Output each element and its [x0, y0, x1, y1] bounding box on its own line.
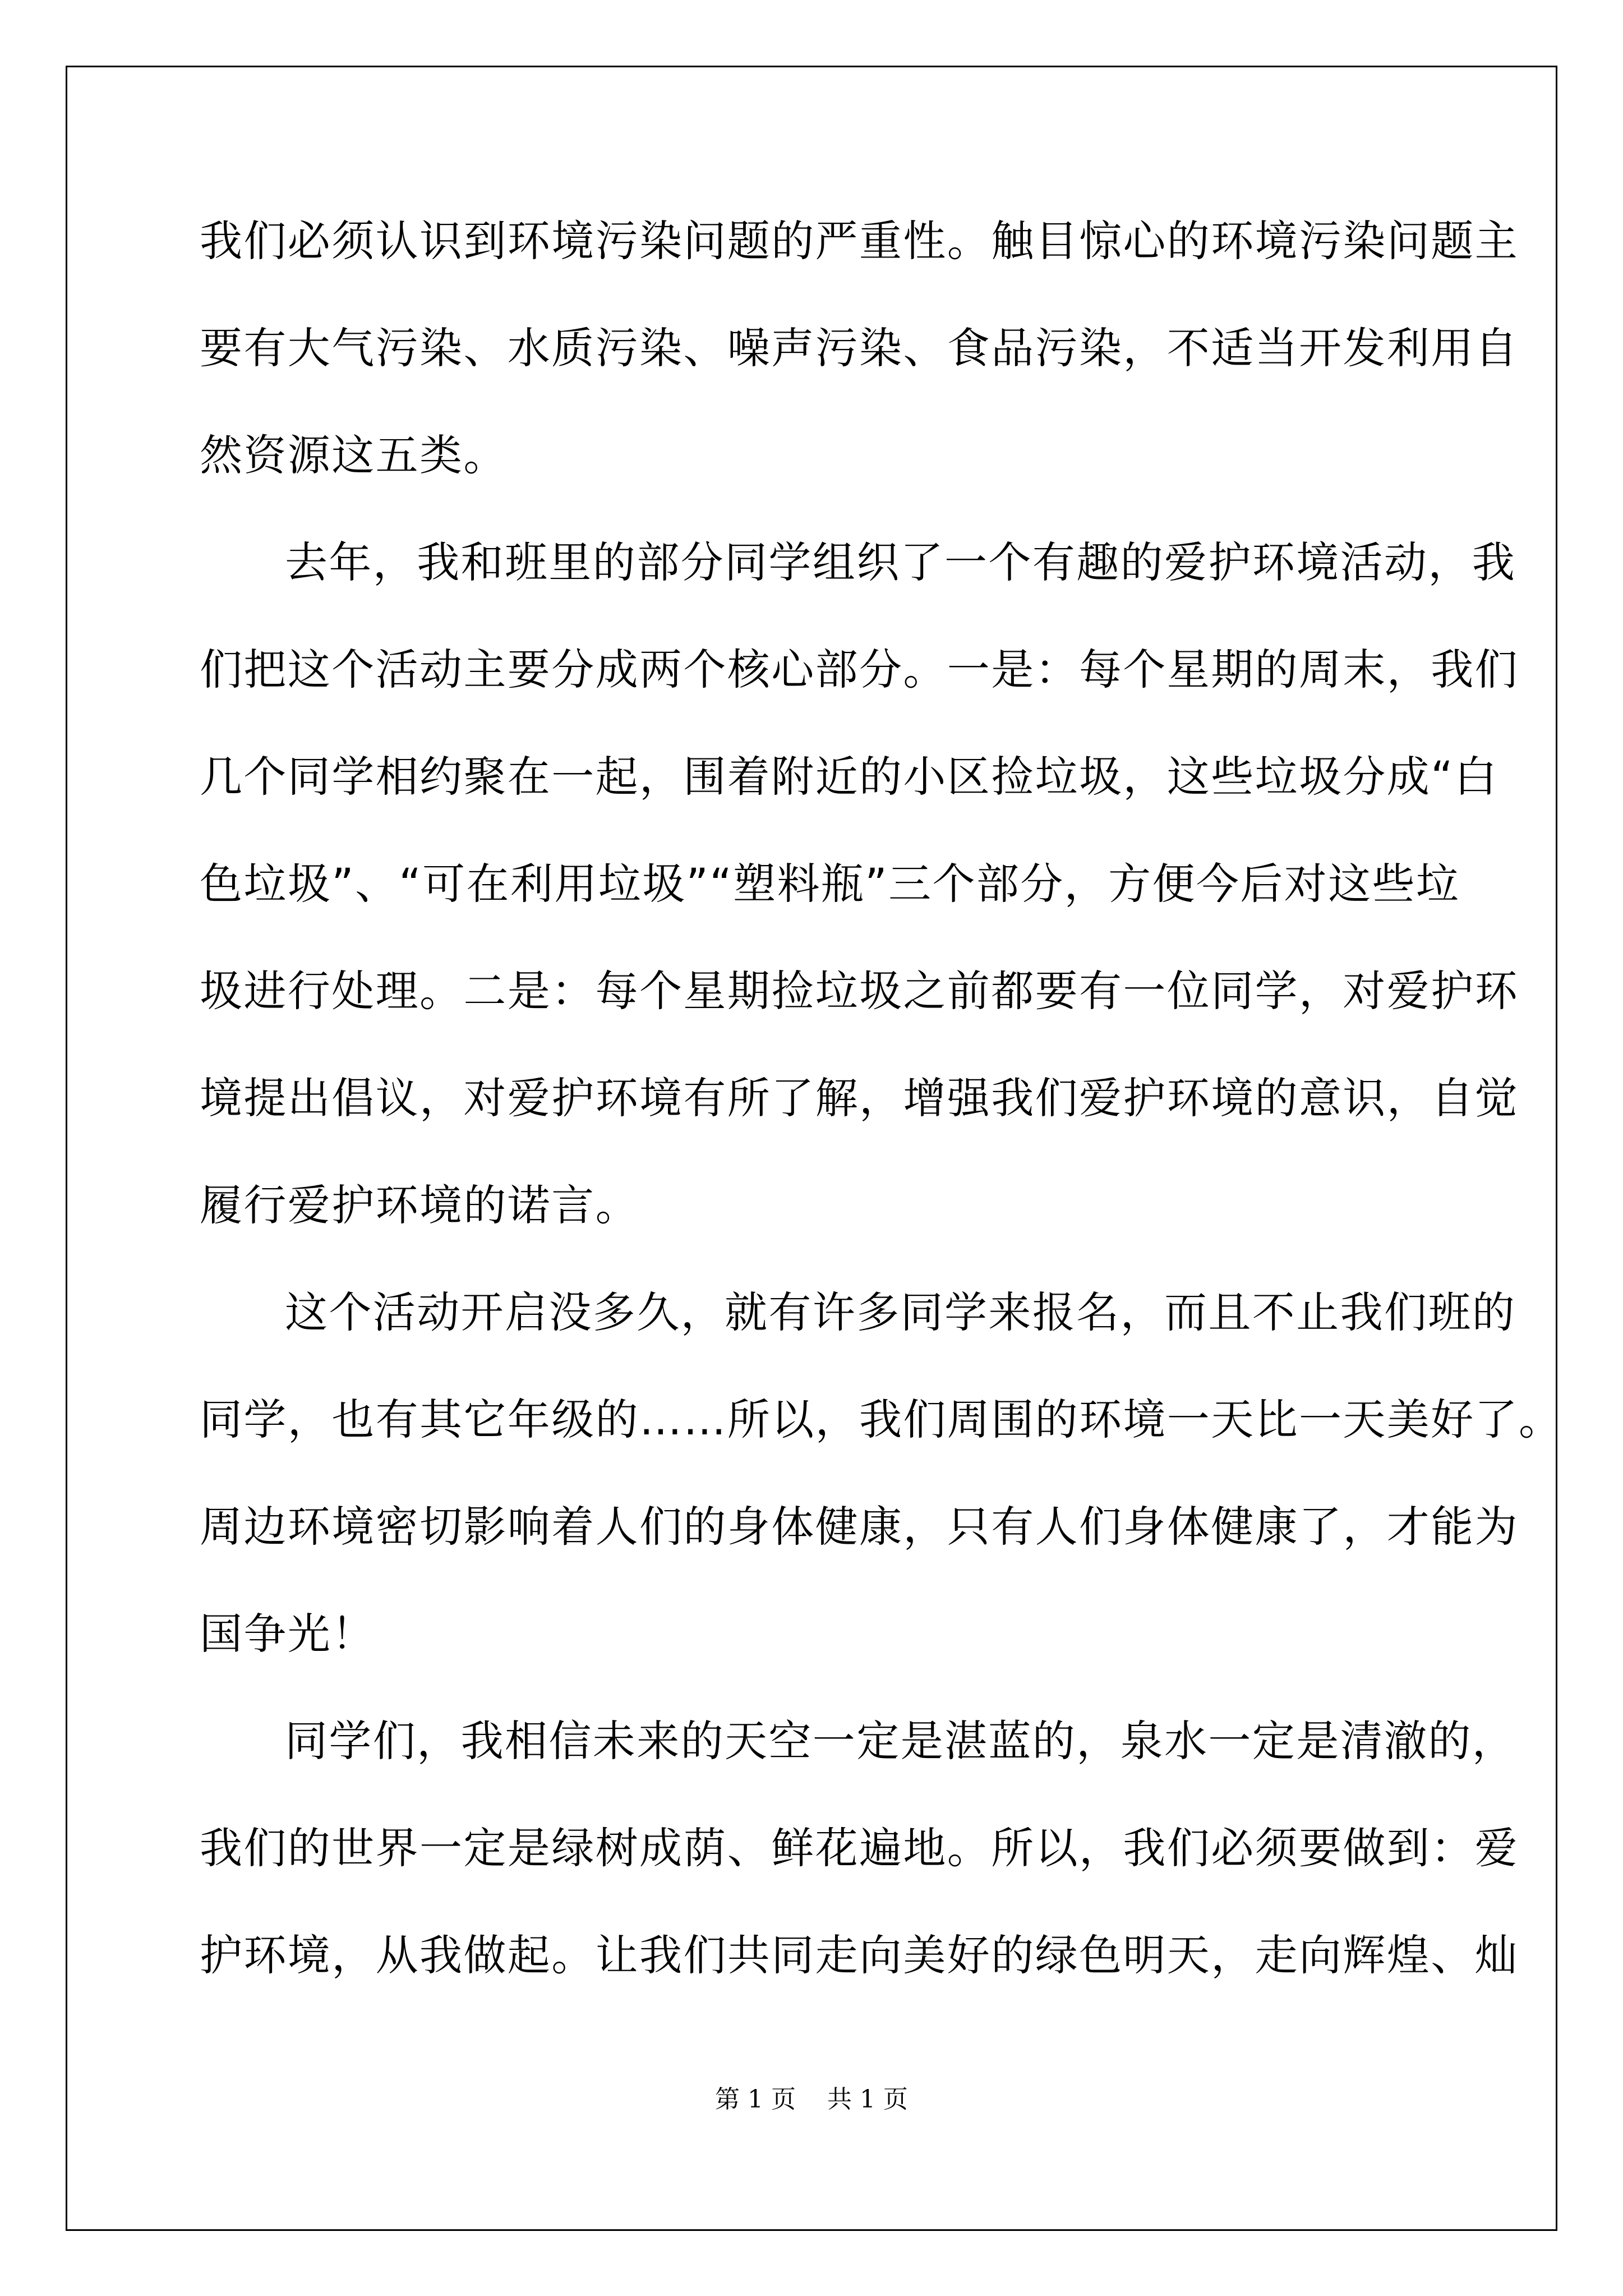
text-line: 色垃圾”、“可在利用垃圾”“塑料瓶”三个部分，方便今后对这些垃 [200, 859, 1460, 909]
text-line: 履行爱护环境的诺言。 [200, 1180, 639, 1230]
text-line: 然资源这五类。 [200, 430, 508, 480]
text-line: 护环境，从我做起。让我们共同走向美好的绿色明天，走向辉煌、灿 [200, 1930, 1519, 1980]
document-body [200, 208, 1563, 2029]
page-number-footer: 第 1 页 共 1 页 [715, 2085, 908, 2114]
text-line: 们把这个活动主要分成两个核心部分。一是：每个星期的周末，我们 [200, 645, 1519, 694]
paragraph-start-line: 同学们，我相信未来的天空一定是湛蓝的，泉水一定是清澈的， [285, 1716, 1516, 1766]
text-line: 几个同学相约聚在一起，围着附近的小区捡垃圾，这些垃圾分成“白 [200, 752, 1498, 802]
text-line: 国争光！ [200, 1609, 376, 1659]
paragraph-start-line: 这个活动开启没多久，就有许多同学来报名，而且不止我们班的 [285, 1287, 1516, 1337]
text-line: 我们的世界一定是绿树成荫、鲜花遍地。所以，我们必须要做到：爱 [200, 1823, 1519, 1873]
text-line: 要有大气污染、水质污染、噪声污染、食品污染，不适当开发利用自 [200, 323, 1519, 373]
text-line: 周边环境密切影响着人们的身体健康，只有人们身体健康了，才能为 [200, 1502, 1519, 1552]
text-line: 我们必须认识到环境污染问题的严重性。触目惊心的环境污染问题主 [200, 216, 1519, 266]
text-line: 境提出倡议，对爱护环境有所了解，增强我们爱护环境的意识，自觉 [200, 1073, 1519, 1123]
paragraph-start-line: 去年，我和班里的部分同学组织了一个有趣的爱护环境活动，我 [285, 537, 1516, 587]
text-line: 同学，也有其它年级的……所以，我们周围的环境一天比一天美好了。 [200, 1395, 1563, 1444]
text-line: 圾进行处理。二是：每个星期捡垃圾之前都要有一位同学，对爱护环 [200, 966, 1519, 1016]
